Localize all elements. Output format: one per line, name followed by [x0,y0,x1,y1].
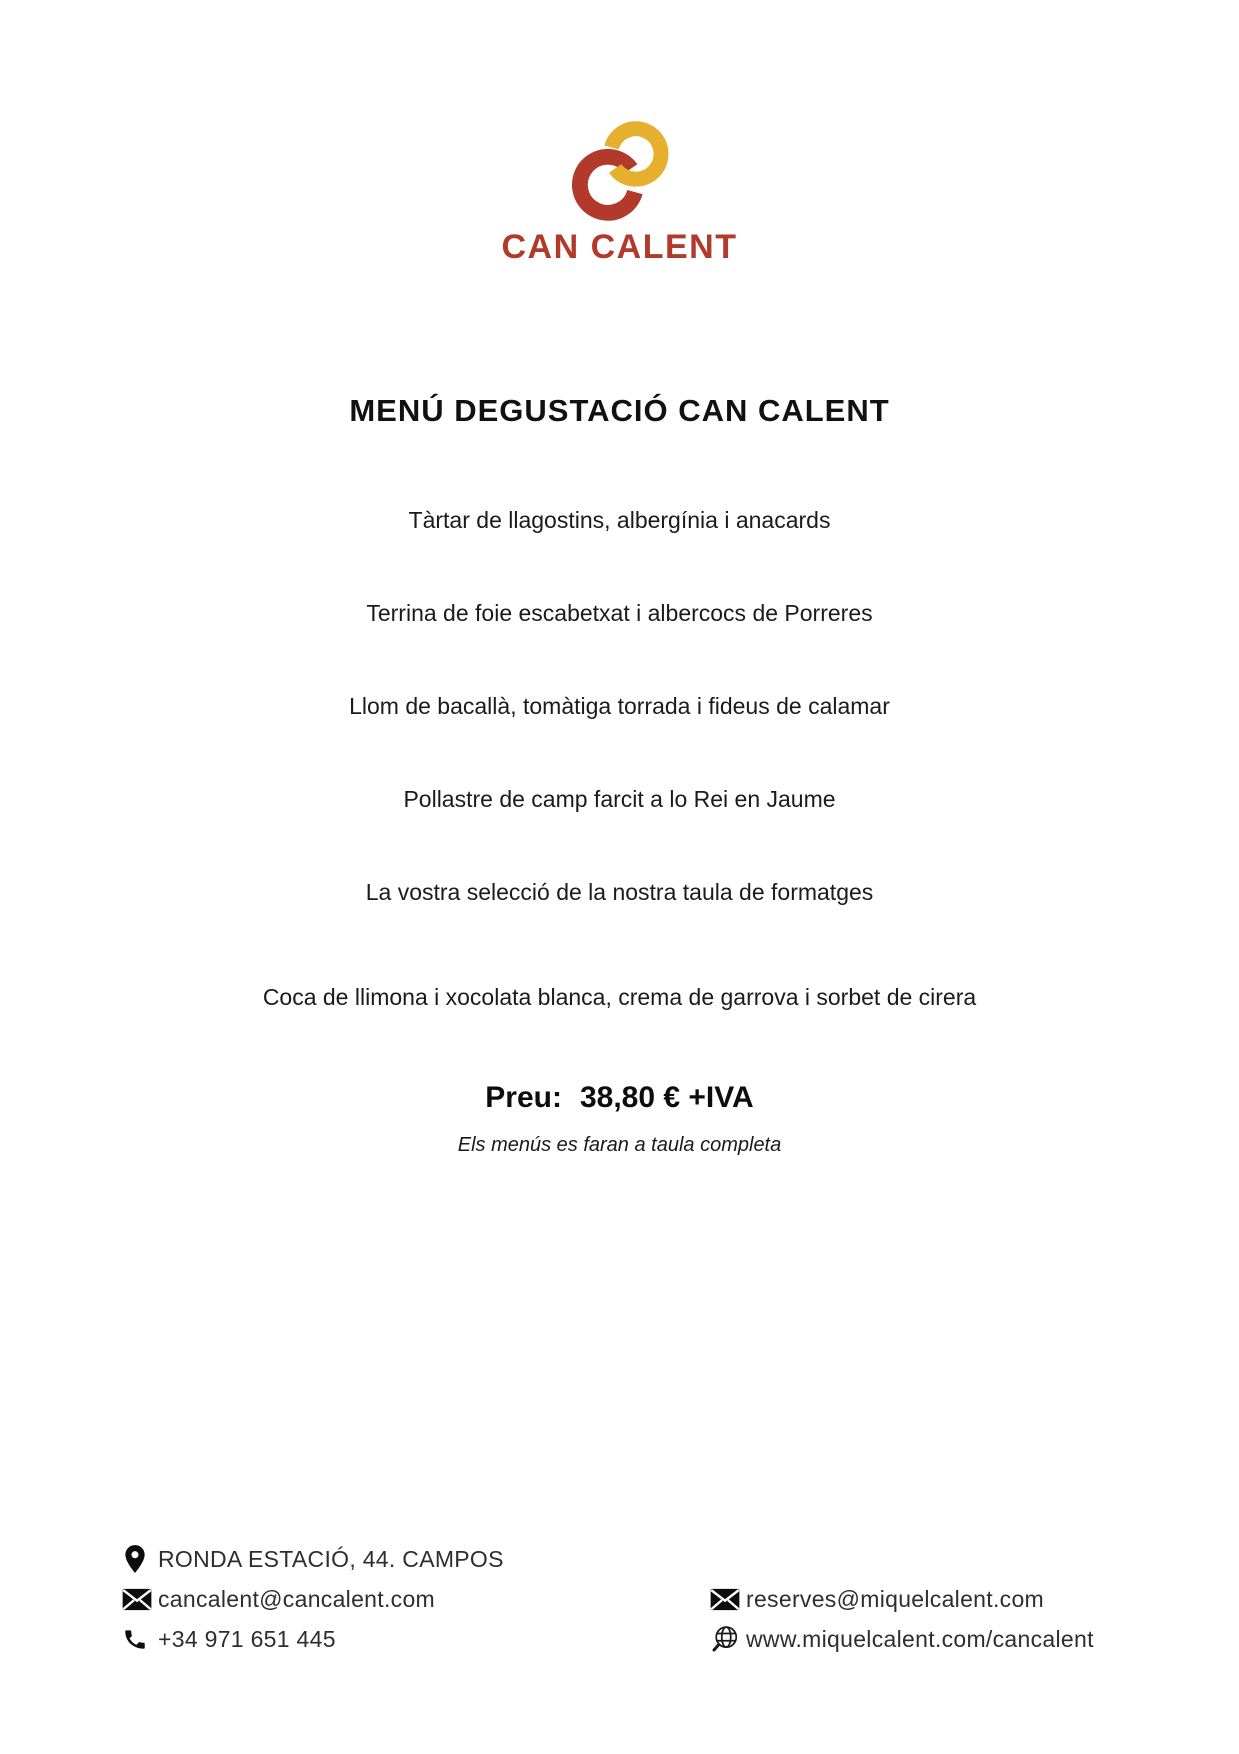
logo-yellow-c-overlap [615,168,631,178]
menu-content [0,389,1239,1158]
website-row [710,1619,1094,1659]
location-pin-icon [122,1544,158,1574]
phone-row [122,1619,504,1659]
email-text: cancalent@cancalent.com [158,1585,436,1612]
address-row [122,1539,504,1579]
price-label: Preu: [485,1081,562,1114]
menu-item: Tàrtar de llagostins, albergínia i anacards [408,507,831,533]
brand-wordmark: CAN CALENT [501,228,738,266]
menu-item: La vostra selecció de la nostra taula de formatges [365,879,874,905]
envelope-icon [710,1588,746,1611]
address-text: RONDA ESTACIÓ, 44. CAMPOS [158,1545,504,1572]
globe-icon [710,1624,746,1654]
envelope-icon [122,1588,158,1611]
price-line [0,1076,1239,1120]
menu-item: Llom de bacallà, tomàtiga torrada i fideus de calamar [349,693,890,719]
website-text: www.miquelcalent.com/cancalent [746,1625,1094,1652]
price-value: 38,80 € +IVA [579,1081,754,1114]
email-row [122,1579,504,1619]
phone-text: +34 971 651 445 [158,1625,336,1652]
menu-title: MENÚ DEGUSTACIÓ CAN CALENT [349,393,890,428]
footer-left-column [122,1539,504,1659]
brand-header [0,0,1239,267]
menu-item-list [0,505,1239,1012]
phone-icon [122,1626,158,1652]
footer-right-column [710,1579,1094,1659]
reservations-email-row [710,1579,1094,1619]
menu-item: Pollastre de camp farcit a lo Rei en Jaume [403,786,836,812]
menu-item: Terrina de foie escabetxat i albercocs de Porreres [366,600,873,626]
menu-item: Coca de llimona i xocolata blanca, crema de garrova i sorbet de cirera [262,984,977,1010]
menu-note: Els menús es faran a taula completa [457,1134,782,1156]
reservations-email-text: reserves@miquelcalent.com [746,1585,1045,1612]
can-calent-logo-icon [556,112,684,224]
